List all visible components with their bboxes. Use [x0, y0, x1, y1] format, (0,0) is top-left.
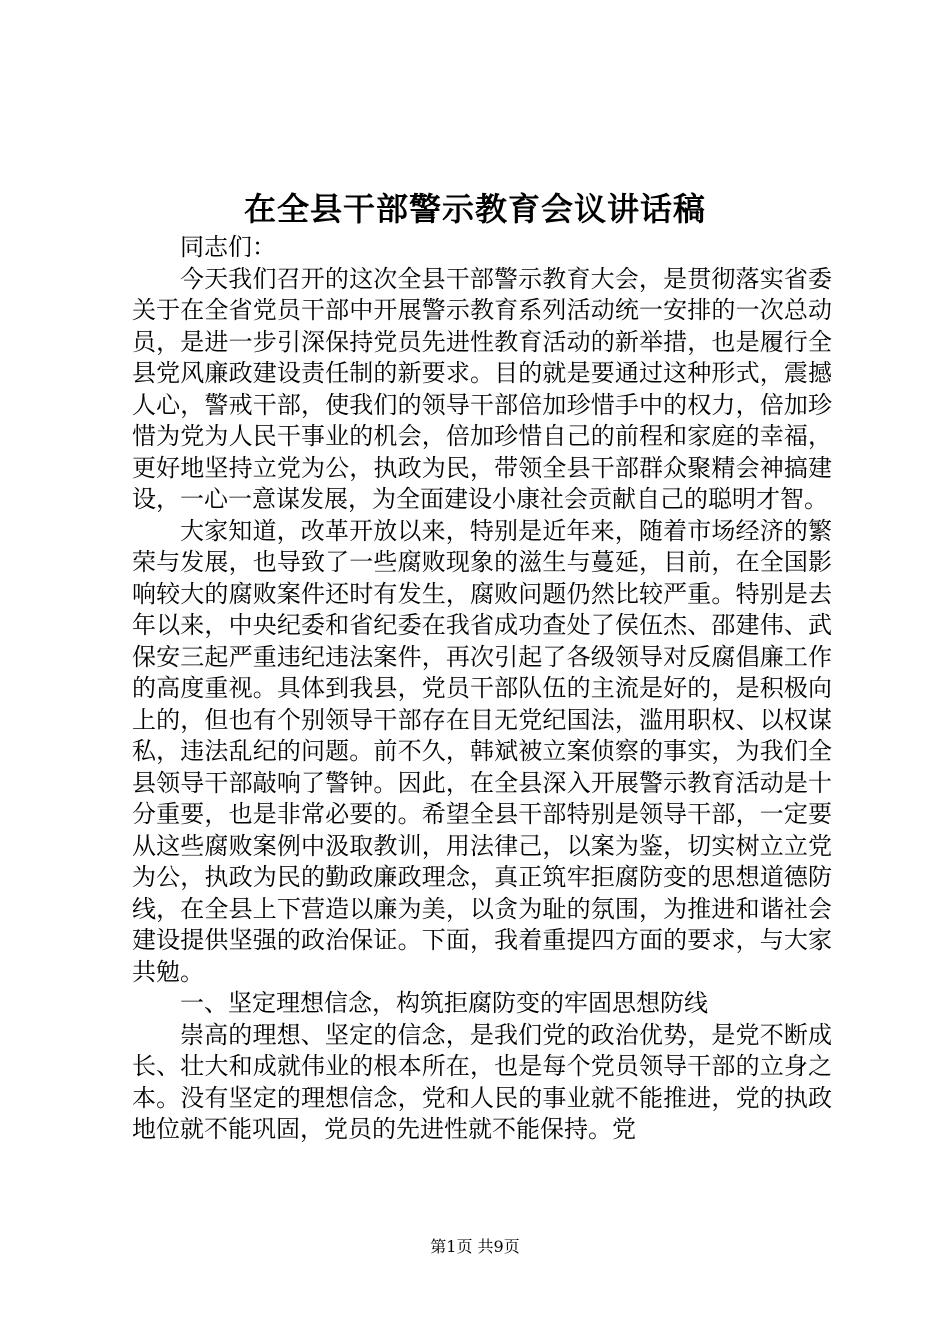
paragraph-opening: 今天我们召开的这次全县干部警示教育大会，是贯彻落实省委关于在全省党员干部中开展警示教育系列活动统一安排的一次总动员，是进一步引深保持党员先进性教育活动的新举措，也是履行全县党风廉政建设责任制的新要求。目的就是要通过这种形式，震撼人心，警戒干部，使我们的领导干部倍加珍惜手中的权力，倍加珍惜为党为人民干事业的机会，倍加珍惜自己的前程和家庭的幸福，更好地坚持立党为公，执政为民，带领全县干部群众聚精会神搞建设，一心一意谋发展，为全面建设小康社会贡献自己的聪明才智。: [132, 264, 832, 513]
section-heading-1: 一、坚定理想信念，构筑拒腐防变的牢固思想防线: [180, 989, 708, 1017]
document-body: [132, 232, 832, 1146]
paragraph-background: 大家知道，改革开放以来，特别是近年来，随着市场经济的繁荣与发展，也导致了一些腐败现象的滋生与蔓延，目前，在全国影响较大的腐败案件还时有发生，腐败问题仍然比较严重。特别是去年以来，中央纪委和省纪委在我省成功查处了侯伍杰、邵建伟、武保安三起严重违纪违法案件，再次引起了各级领导对反腐倡廉工作的高度重视。具体到我县，党员干部队伍的主流是好的，是积极向上的，但也有个别领导干部存在目无党纪国法，滥用职权、以权谋私，违法乱纪的问题。前不久，韩斌被立案侦察的事实，为我们全县领导干部敲响了警钟。因此，在全县深入开展警示教育活动是十分重要，也是非常必要的。希望全县干部特别是领导干部，一定要从这些腐败案例中汲取教训，用法律己，以案为鉴，切实树立立党为公，执政为民的勤政廉政理念，真正筑牢拒腐防变的思想道德防线，在全县上下营造以廉为美，以贪为耻的氛围，为推进和谐社会建设提供坚强的政治保证。下面，我着重提四方面的要求，与大家共勉。: [132, 516, 832, 986]
document-title: 在全县干部警示教育会议讲话稿: [243, 190, 706, 228]
page-number: 第1页 共9页: [430, 1237, 520, 1256]
paragraph-section-1: 崇高的理想、坚定的信念，是我们党的政治优势，是党不断成长、壮大和成就伟业的根本所在，也是每个党员领导干部的立身之本。没有坚定的理想信念，党和人民的事业就不能推进，党的执政地位就不能巩固，党员的先进性就不能保持。党: [132, 1020, 832, 1143]
salutation: 同志们：: [180, 233, 276, 261]
